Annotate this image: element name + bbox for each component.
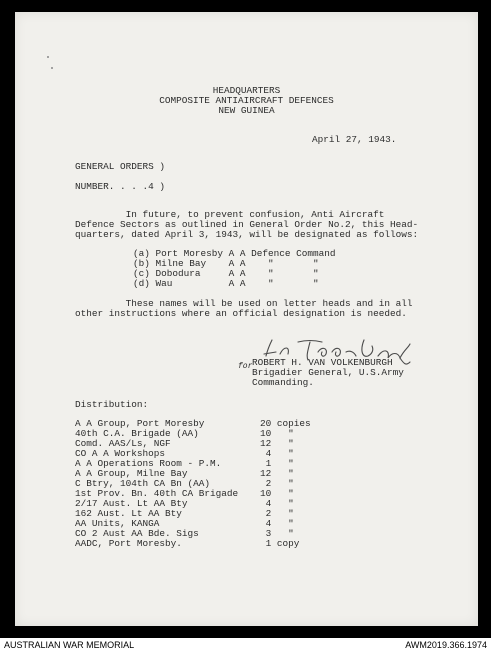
document-page: [15, 12, 478, 626]
distribution-recipient: Comd. AAS/Ls, NGF: [75, 438, 171, 449]
distribution-qty: 20 copies: [260, 418, 311, 429]
distribution-recipient: A A Group, Milne Bay: [75, 468, 188, 479]
distribution-qty: 4 ": [260, 498, 294, 509]
sector-d: (d) Wau A A " ": [133, 278, 319, 289]
distribution-qty: 10 ": [260, 428, 294, 439]
distribution-recipient: AA Units, KANGA: [75, 518, 160, 529]
signatory-rank: Brigadier General, U.S.Army: [252, 367, 404, 378]
signatory-name: ROBERT H. VAN VOLKENBURGH: [252, 357, 393, 368]
body-paragraph-1-line-3: quarters, dated April 3, 1943, will be designated as follows:: [75, 229, 419, 240]
order-number: NUMBER. . . .4 ): [75, 181, 166, 192]
distribution-qty: 10 ": [260, 488, 294, 499]
archive-footer: [0, 638, 491, 653]
distribution-recipient: 40th C.A. Brigade (AA): [75, 428, 199, 439]
distribution-recipient: 162 Aust. Lt AA Bty: [75, 508, 182, 519]
distribution-qty: 12 ": [260, 468, 294, 479]
paper-speck: [47, 56, 49, 58]
distribution-recipient: A A Group, Port Moresby: [75, 418, 205, 429]
distribution-recipient: CO A A Workshops: [75, 448, 166, 459]
distribution-recipient: AADC, Port Moresby.: [75, 538, 182, 549]
distribution-recipient: 2/17 Aust. Lt AA Bty: [75, 498, 188, 509]
distribution-qty: 4 ": [260, 518, 294, 529]
distribution-qty: 2 ": [260, 508, 294, 519]
body-paragraph-1-line-1: In future, to prevent confusion, Anti Aircraft: [75, 209, 385, 220]
header-line-2: COMPOSITE ANTIAIRCRAFT DEFENCES: [159, 95, 334, 106]
distribution-qty: 12 ": [260, 438, 294, 449]
distribution-recipient: 1st Prov. Bn. 40th CA Brigade: [75, 488, 239, 499]
general-orders-label: GENERAL ORDERS ): [75, 161, 166, 172]
body-paragraph-2-line-1: These names will be used on letter heads and in all: [75, 298, 413, 309]
signature-prefix: for: [238, 362, 253, 371]
distribution-qty: 1 ": [260, 458, 294, 469]
distribution-recipient: CO 2 Aust AA Bde. Sigs: [75, 528, 199, 539]
document-date: April 27, 1943.: [312, 134, 397, 145]
sector-a: (a) Port Moresby A A Defence Command: [133, 248, 336, 259]
archive-accession-number: AWM2019.366.1974: [405, 640, 487, 650]
body-paragraph-1-line-2: Defence Sectors as outlined in General Order No.2, this Head-: [75, 219, 419, 230]
paper-speck: [51, 67, 53, 69]
header-line-3: NEW GUINEA: [218, 105, 275, 116]
distribution-qty: 4 ": [260, 448, 294, 459]
body-paragraph-2-line-2: other instructions where an official designation is needed.: [75, 308, 407, 319]
distribution-recipient: C Btry, 104th CA Bn (AA): [75, 478, 211, 489]
distribution-recipient: A A Operations Room - P.M.: [75, 458, 222, 469]
distribution-qty: 3 ": [260, 528, 294, 539]
header-line-1: HEADQUARTERS: [212, 85, 281, 96]
sector-b: (b) Milne Bay A A " ": [133, 258, 319, 269]
distribution-qty: 2 ": [260, 478, 294, 489]
distribution-qty: 1 copy: [260, 538, 300, 549]
sector-c: (c) Dobodura A A " ": [133, 268, 319, 279]
signatory-role: Commanding.: [252, 377, 314, 388]
archive-credit: AUSTRALIAN WAR MEMORIAL: [4, 640, 135, 650]
distribution-label: Distribution:: [75, 399, 149, 410]
